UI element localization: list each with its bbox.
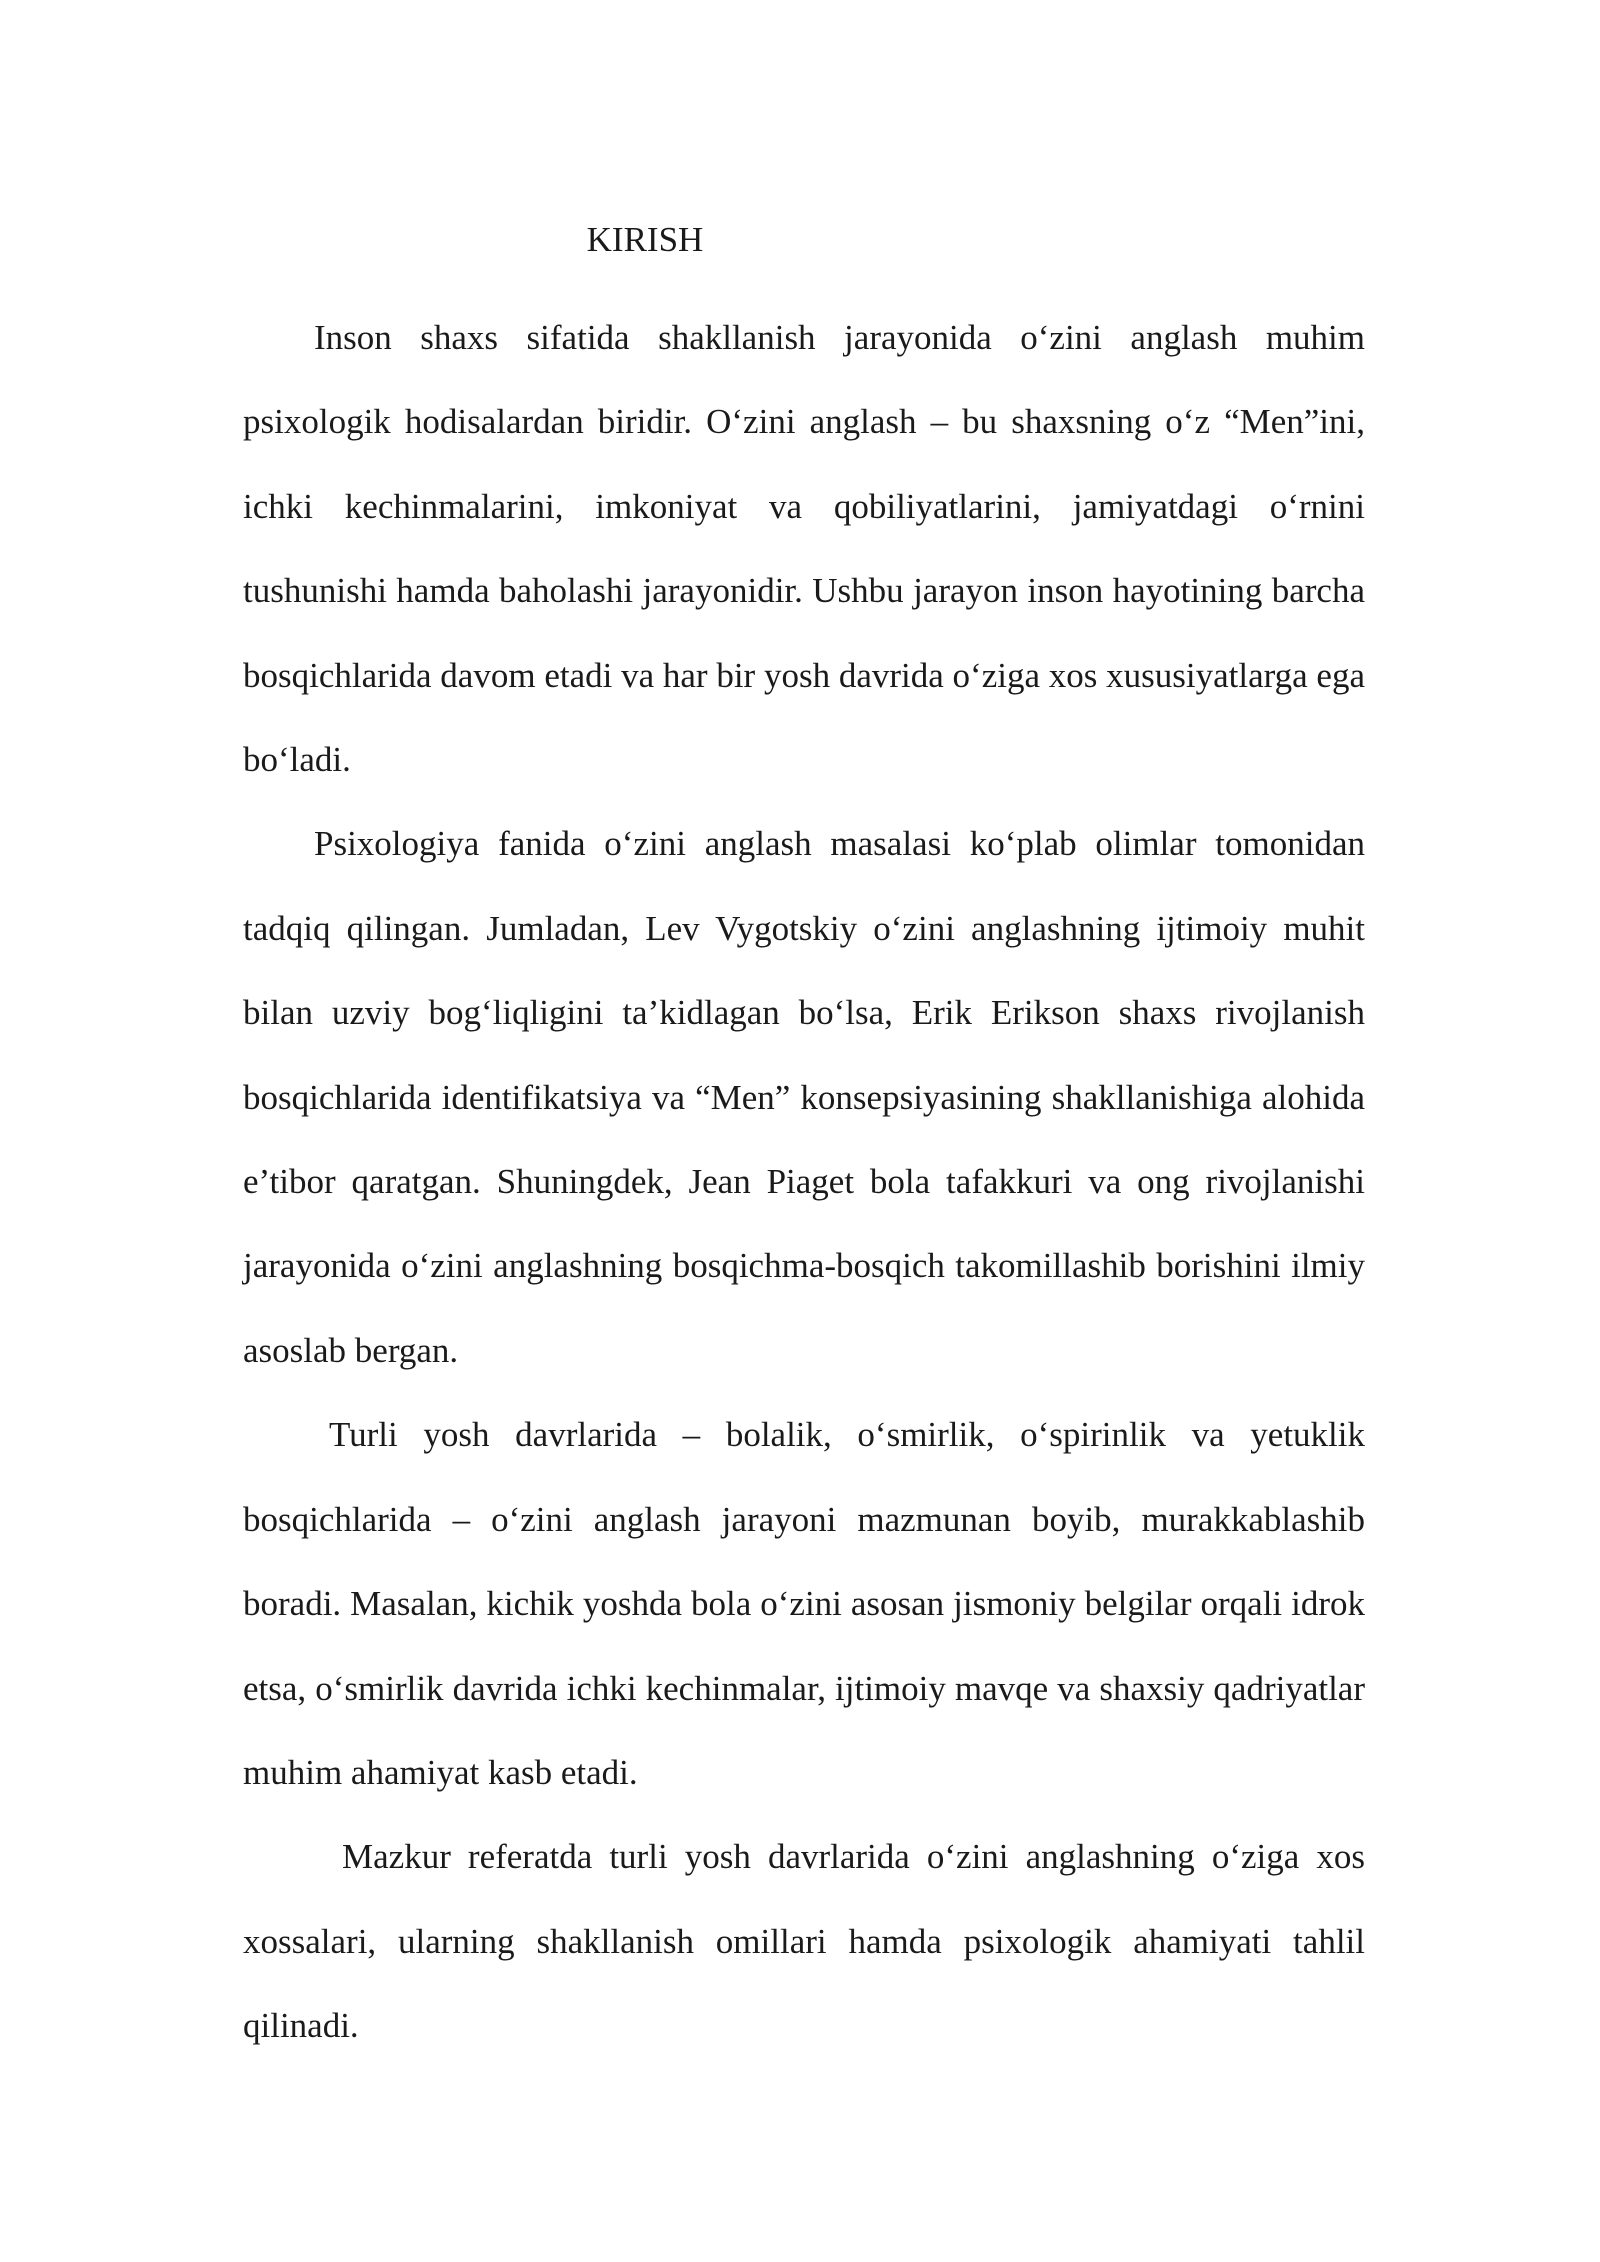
paragraph-2: Psixologiya fanida o‘zini anglash masalasi ko‘plab olimlar tomonidan tadqiq qilingan. Jumladan, Lev Vygotskiy o‘zini anglashning ijtimoiy muhit bilan uzviy bog‘liqligini ta’kidlagan bo‘lsa, Erik Erikson shaxs rivojlanish bosqichlarida identifikatsiya va “Men” konsepsiyasining shakllanishiga alohida e’tibor qaratgan. Shuningdek, Jean Piaget bola tafakkuri va ong rivojlanishi jarayonida o‘zini anglashning bosqichma-bosqich takomillashib borishini ilmiy asoslab bergan.: [243, 824, 1365, 1370]
paragraph-1: Inson shaxs sifatida shakllanish jarayonida o‘zini anglash muhim psixologik hodisalardan biridir. O‘zini anglash – bu shaxsning o‘z “Men”ini, ichki kechinmalarini, imkoniyat va qobiliyatlarini, jamiyatdagi o‘rnini tushunishi hamda baholashi jarayonidir. Ushbu jarayon inson hayotining barcha bosqichlarida davom etadi va har bir yosh davrida o‘ziga xos xususiyatlarga ega bo‘ladi.: [243, 318, 1365, 780]
document-body: [243, 296, 1365, 2069]
page-title: KIRISH: [586, 220, 704, 259]
paragraph-3: Turli yosh davrlarida – bolalik, o‘smirlik, o‘spirinlik va yetuklik bosqichlarida – o‘zini anglash jarayoni mazmunan boyib, murakkablashib boradi. Masalan, kichik yoshda bola o‘zini asosan jismoniy belgilar orqali idrok etsa, o‘smirlik davrida ichki kechinmalar, ijtimoiy mavqe va shaxsiy qadriyatlar muhim ahamiyat kasb etadi.: [243, 1415, 1365, 1792]
paragraph-4: Mazkur referatda turli yosh davrlarida o‘zini anglashning o‘ziga xos xossalari, ularning shakllanish omillari hamda psixologik ahamiyati tahlil qilinadi.: [243, 1837, 1365, 2046]
